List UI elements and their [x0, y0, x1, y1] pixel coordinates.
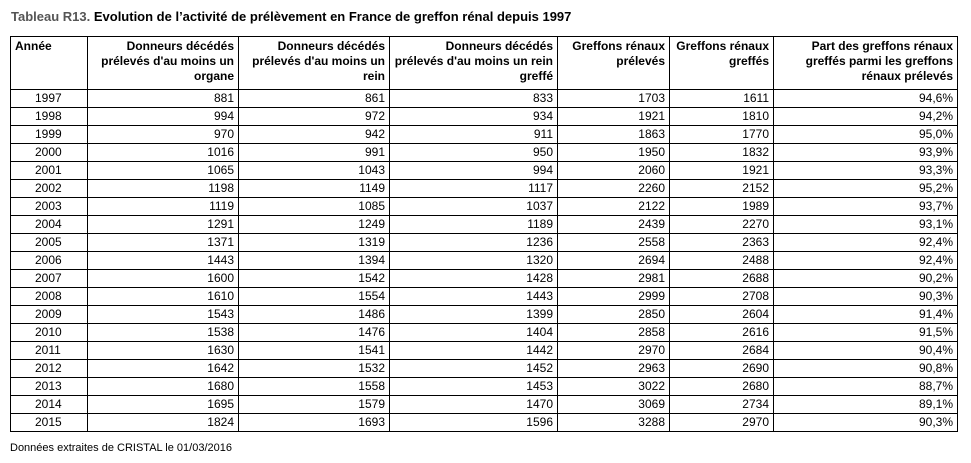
value-cell: 994	[390, 162, 558, 180]
year-cell: 1997	[11, 90, 88, 108]
table-title	[11, 9, 571, 24]
table-row	[11, 162, 958, 180]
table-row	[11, 378, 958, 396]
value-cell: 90,3%	[774, 414, 958, 432]
value-cell: 972	[239, 108, 390, 126]
value-cell: 95,2%	[774, 180, 958, 198]
year-cell: 2009	[11, 306, 88, 324]
table-title-text: Evolution de l’activité de prélèvement en France de greffon rénal depuis 1997	[90, 9, 572, 24]
value-cell: 3288	[558, 414, 670, 432]
value-cell: 994	[88, 108, 239, 126]
value-cell: 1149	[239, 180, 390, 198]
value-cell: 2604	[670, 306, 774, 324]
value-cell: 1399	[390, 306, 558, 324]
value-cell: 1037	[390, 198, 558, 216]
value-cell: 90,4%	[774, 342, 958, 360]
year-cell: 2002	[11, 180, 88, 198]
value-cell: 91,4%	[774, 306, 958, 324]
value-cell: 1989	[670, 198, 774, 216]
value-cell: 1404	[390, 324, 558, 342]
table-row	[11, 108, 958, 126]
year-cell: 2008	[11, 288, 88, 306]
year-cell: 1999	[11, 126, 88, 144]
source-note: Données extraites de CRISTAL le 01/03/2016	[10, 442, 232, 454]
value-cell: 1085	[239, 198, 390, 216]
value-cell: 1554	[239, 288, 390, 306]
value-cell: 1824	[88, 414, 239, 432]
year-cell: 2010	[11, 324, 88, 342]
value-cell: 1249	[239, 216, 390, 234]
value-cell: 2488	[670, 252, 774, 270]
year-cell: 2004	[11, 216, 88, 234]
value-cell: 1453	[390, 378, 558, 396]
value-cell: 93,9%	[774, 144, 958, 162]
value-cell: 1596	[390, 414, 558, 432]
value-cell: 1921	[670, 162, 774, 180]
year-cell: 2007	[11, 270, 88, 288]
column-header-2: Donneurs décédés prélevés d'au moins un rein	[239, 37, 390, 90]
year-cell: 2001	[11, 162, 88, 180]
value-cell: 1680	[88, 378, 239, 396]
value-cell: 2708	[670, 288, 774, 306]
value-cell: 95,0%	[774, 126, 958, 144]
value-cell: 3069	[558, 396, 670, 414]
table-row	[11, 342, 958, 360]
table-row	[11, 324, 958, 342]
value-cell: 1291	[88, 216, 239, 234]
value-cell: 93,3%	[774, 162, 958, 180]
value-cell: 88,7%	[774, 378, 958, 396]
value-cell: 1693	[239, 414, 390, 432]
value-cell: 1832	[670, 144, 774, 162]
value-cell: 1543	[88, 306, 239, 324]
value-cell: 2060	[558, 162, 670, 180]
year-cell: 2003	[11, 198, 88, 216]
value-cell: 1810	[670, 108, 774, 126]
value-cell: 2970	[670, 414, 774, 432]
value-cell: 942	[239, 126, 390, 144]
value-cell: 1541	[239, 342, 390, 360]
value-cell: 94,6%	[774, 90, 958, 108]
value-cell: 1476	[239, 324, 390, 342]
year-cell: 2013	[11, 378, 88, 396]
table-row	[11, 144, 958, 162]
table-row	[11, 198, 958, 216]
value-cell: 1703	[558, 90, 670, 108]
value-cell: 1428	[390, 270, 558, 288]
value-cell: 1770	[670, 126, 774, 144]
table-row	[11, 126, 958, 144]
value-cell: 1043	[239, 162, 390, 180]
value-cell: 93,7%	[774, 198, 958, 216]
value-cell: 1558	[239, 378, 390, 396]
value-cell: 881	[88, 90, 239, 108]
value-cell: 91,5%	[774, 324, 958, 342]
table-row	[11, 234, 958, 252]
value-cell: 2970	[558, 342, 670, 360]
value-cell: 2122	[558, 198, 670, 216]
value-cell: 1442	[390, 342, 558, 360]
value-cell: 2858	[558, 324, 670, 342]
table-row	[11, 90, 958, 108]
value-cell: 2981	[558, 270, 670, 288]
year-cell: 2012	[11, 360, 88, 378]
value-cell: 2363	[670, 234, 774, 252]
value-cell: 93,1%	[774, 216, 958, 234]
value-cell: 1538	[88, 324, 239, 342]
value-cell: 2270	[670, 216, 774, 234]
value-cell: 2439	[558, 216, 670, 234]
value-cell: 1065	[88, 162, 239, 180]
value-cell: 1198	[88, 180, 239, 198]
value-cell: 2999	[558, 288, 670, 306]
table-body	[11, 90, 958, 432]
year-cell: 2006	[11, 252, 88, 270]
column-header-1: Donneurs décédés prélevés d'au moins un organe	[88, 37, 239, 90]
table-row	[11, 360, 958, 378]
table-row	[11, 288, 958, 306]
value-cell: 1542	[239, 270, 390, 288]
column-header-0: Année	[11, 37, 88, 90]
value-cell: 2616	[670, 324, 774, 342]
value-cell: 1371	[88, 234, 239, 252]
value-cell: 2963	[558, 360, 670, 378]
column-header-5: Greffons rénaux greffés	[670, 37, 774, 90]
column-header-3: Donneurs décédés prélevés d'au moins un rein greffé	[390, 37, 558, 90]
value-cell: 1950	[558, 144, 670, 162]
year-cell: 2014	[11, 396, 88, 414]
column-header-4: Greffons rénaux prélevés	[558, 37, 670, 90]
table-title-prefix: Tableau R13.	[11, 9, 91, 24]
value-cell: 2684	[670, 342, 774, 360]
value-cell: 2558	[558, 234, 670, 252]
value-cell: 1600	[88, 270, 239, 288]
year-cell: 2005	[11, 234, 88, 252]
value-cell: 2688	[670, 270, 774, 288]
value-cell: 1319	[239, 234, 390, 252]
table-row	[11, 216, 958, 234]
value-cell: 1579	[239, 396, 390, 414]
year-cell: 1998	[11, 108, 88, 126]
value-cell: 950	[390, 144, 558, 162]
table-row	[11, 270, 958, 288]
value-cell: 934	[390, 108, 558, 126]
value-cell: 92,4%	[774, 234, 958, 252]
value-cell: 1189	[390, 216, 558, 234]
value-cell: 991	[239, 144, 390, 162]
value-cell: 2152	[670, 180, 774, 198]
value-cell: 3022	[558, 378, 670, 396]
year-cell: 2000	[11, 144, 88, 162]
value-cell: 1486	[239, 306, 390, 324]
year-cell: 2015	[11, 414, 88, 432]
value-cell: 1611	[670, 90, 774, 108]
value-cell: 1863	[558, 126, 670, 144]
value-cell: 90,2%	[774, 270, 958, 288]
value-cell: 2694	[558, 252, 670, 270]
table-row	[11, 252, 958, 270]
column-header-6: Part des greffons rénaux greffés parmi les greffons rénaux prélevés	[774, 37, 958, 90]
value-cell: 861	[239, 90, 390, 108]
value-cell: 2680	[670, 378, 774, 396]
value-cell: 1236	[390, 234, 558, 252]
value-cell: 1470	[390, 396, 558, 414]
data-table	[10, 36, 958, 432]
value-cell: 911	[390, 126, 558, 144]
table-row	[11, 180, 958, 198]
value-cell: 92,4%	[774, 252, 958, 270]
value-cell: 1117	[390, 180, 558, 198]
value-cell: 1695	[88, 396, 239, 414]
table-header	[11, 37, 958, 90]
value-cell: 1532	[239, 360, 390, 378]
value-cell: 1452	[390, 360, 558, 378]
table-row	[11, 306, 958, 324]
value-cell: 2850	[558, 306, 670, 324]
value-cell: 2260	[558, 180, 670, 198]
value-cell: 94,2%	[774, 108, 958, 126]
value-cell: 90,8%	[774, 360, 958, 378]
value-cell: 970	[88, 126, 239, 144]
value-cell: 1630	[88, 342, 239, 360]
value-cell: 1320	[390, 252, 558, 270]
value-cell: 89,1%	[774, 396, 958, 414]
value-cell: 1119	[88, 198, 239, 216]
value-cell: 1016	[88, 144, 239, 162]
value-cell: 1394	[239, 252, 390, 270]
value-cell: 1921	[558, 108, 670, 126]
year-cell: 2011	[11, 342, 88, 360]
table-row	[11, 414, 958, 432]
header-row	[11, 37, 958, 90]
value-cell: 90,3%	[774, 288, 958, 306]
value-cell: 1610	[88, 288, 239, 306]
value-cell: 1642	[88, 360, 239, 378]
table-row	[11, 396, 958, 414]
value-cell: 833	[390, 90, 558, 108]
value-cell: 2690	[670, 360, 774, 378]
value-cell: 2734	[670, 396, 774, 414]
value-cell: 1443	[88, 252, 239, 270]
value-cell: 1443	[390, 288, 558, 306]
